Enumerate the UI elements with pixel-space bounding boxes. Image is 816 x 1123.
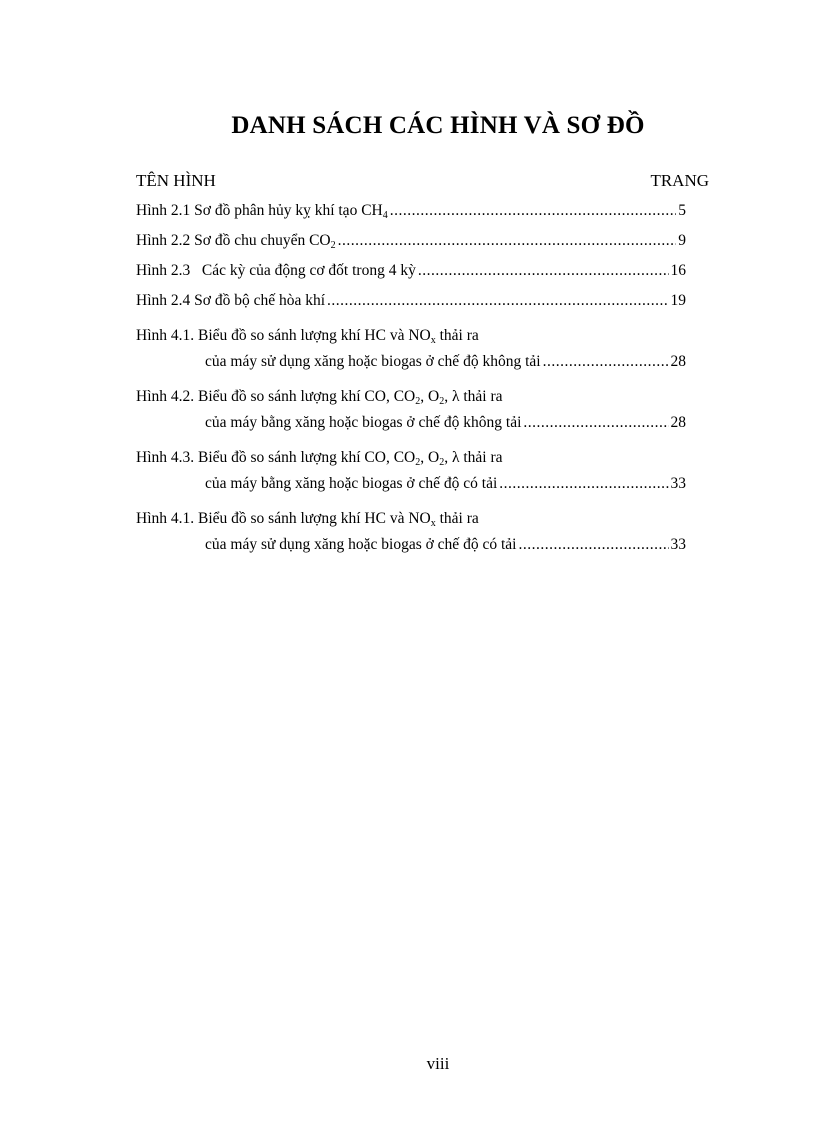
entry-text: Hình 2.3 Các kỳ của động cơ đốt trong 4 kỳ — [136, 262, 416, 279]
dot-leader — [523, 413, 668, 433]
list-item-multiline — [136, 387, 686, 443]
dot-leader — [518, 535, 668, 555]
entry-second-line: của máy bằng xăng hoặc biogas ở chế độ có tải ..... 33 — [136, 474, 686, 504]
page-title: DANH SÁCH CÁC HÌNH VÀ SƠ ĐỒ — [231, 112, 645, 139]
list-item — [136, 291, 686, 321]
dot-leader — [390, 201, 677, 221]
dot-leader — [418, 261, 669, 281]
list-item-multiline — [136, 326, 686, 382]
list-item-multiline — [136, 509, 686, 565]
figure-list — [136, 201, 686, 566]
dot-leader — [338, 231, 677, 251]
list-item — [136, 231, 686, 261]
entry-page: 19 — [670, 292, 686, 309]
entry-second-line: của máy bằng xăng hoặc biogas ở chế độ không tải ..... 28 — [136, 413, 686, 443]
column-header — [136, 171, 709, 191]
dot-leader — [499, 474, 668, 494]
entry-second-line: của máy sử dụng xăng hoặc biogas ở chế độ có tải ..... 33 — [136, 535, 686, 565]
page-number: viii — [426, 1054, 450, 1073]
entry-page: 33 — [670, 475, 686, 492]
entry-first-line: Hình 4.3. Biểu đồ so sánh lượng khí CO, $CO_2$, $O_2$, λ thải ra — [136, 449, 503, 468]
list-item — [136, 261, 686, 291]
entry-page: 28 — [670, 414, 686, 431]
entry-text: Hình 2.4 Sơ đồ bộ chế hòa khí — [136, 292, 326, 309]
entry-page: 5 — [678, 202, 686, 219]
entry-first-line: Hình 4.1. Biểu đồ so sánh lượng khí HC và $NO_x$ thải ra — [136, 510, 479, 529]
entry-subscript: 2 — [330, 240, 336, 251]
list-item-multiline — [136, 448, 686, 504]
entry-page: 28 — [670, 353, 686, 370]
entry-first-line: Hình 4.2. Biểu đồ so sánh lượng khí CO, $CO_2$, $O_2$, λ thải ra — [136, 388, 503, 407]
entry-page: 16 — [670, 262, 686, 279]
entry-text: Hình 2.2 Sơ đồ chu chuyển CO — [136, 232, 331, 249]
entry-second-line: của máy sử dụng xăng hoặc biogas ở chế độ không tải ..... 28 — [136, 352, 686, 382]
entry-page: 9 — [678, 232, 686, 249]
dot-leader — [327, 291, 668, 311]
dot-leader — [543, 352, 669, 372]
entry-subscript: 4 — [382, 210, 388, 221]
list-item — [136, 201, 686, 231]
entry-page: 33 — [670, 536, 686, 553]
entry-text: Hình 2.1 Sơ đồ phân hủy kỵ khí tạo CH — [136, 202, 383, 219]
header-figure-name: TÊN HÌNH — [136, 171, 216, 190]
entry-first-line: Hình 4.1. Biểu đồ so sánh lượng khí HC và $NO_x$ thải ra — [136, 327, 479, 346]
header-page: TRANG — [650, 171, 709, 190]
